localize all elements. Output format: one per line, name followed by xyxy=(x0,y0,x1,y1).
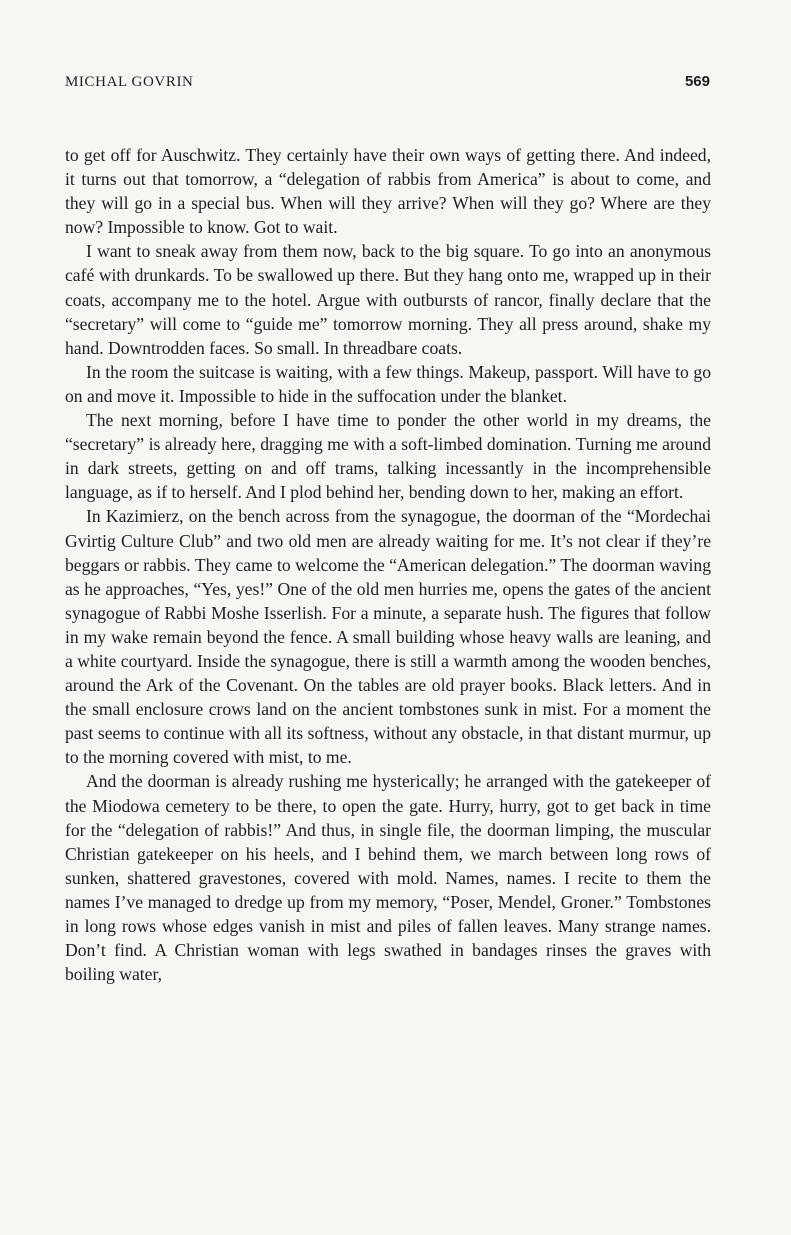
paragraph: In the room the suitcase is waiting, with a few things. Makeup, passport. Will have to go on and move it. Impossible to hide in the suffocation under the blanket. xyxy=(65,361,711,406)
paragraph: The next morning, before I have time to ponder the other world in my dreams, the “secretary” is already here, dragging me with a soft-limbed domination. Turning me around in dark streets, getting on and off trams, talking incessantly in the incomprehensible language, as if to herself. And I plod behind her, bending down to her, making an effort. xyxy=(65,410,711,503)
paragraph: In Kazimierz, on the bench across from the synagogue, the doorman of the “Mordechai Gvirtig Culture Club” and two old men are already waiting for me. It’s not clear if they’re beggars or rabbis. They came to welcome the “American delegation.” The doorman waving as he approaches, “Yes, yes!” One of the old men hurries me, opens the gates of the ancient synagogue of Rabbi Moshe Isserlish. For a minute, a separate hush. The figures that follow in my wake remain beyond the fence. A small building whose heavy walls are leaning, and a white courtyard. Inside the synagogue, there is still a warmth among the wooden benches, around the Ark of the Covenant. On the tables are old prayer books. Black letters. And in the small enclosure crows land on the ancient tombstones sunk in mist. For a moment the past seems to continue with all its softness, without any obstacle, in that distant murmur, up to the morning covered with mist, to me. xyxy=(65,506,711,768)
page-number: 569 xyxy=(684,73,710,90)
running-head xyxy=(65,74,710,98)
paragraph: And the doorman is already rushing me hysterically; he arranged with the gatekeeper of the Miodowa cemetery to be there, to open the gate. Hurry, hurry, got to get back in time for the “delegation of rabbis!” And thus, in single file, the doorman limping, the muscular Christian gatekeeper on his heels, and I behind them, we march between long rows of sunken, shattered gravestones, covered with mold. Names, names. I recite to them the names I’ve managed to dredge up from my memory, “Poser, Mendel, Groner.” Tombstones in long rows whose edges vanish in mist and piles of fallen leaves. Many strange names. Don’t find. A Christian woman with legs swathed in bandages rinses the graves with boiling water, xyxy=(65,771,711,985)
paragraph: I want to sneak away from them now, back to the big square. To go into an anonymous café with drunkards. To be swallowed up there. But they hang onto me, wrapped up in their coats, accompany me to the hotel. Argue with outbursts of rancor, finally declare that the “secretary” will come to “guide me” tomorrow morning. They all press around, shake my hand. Downtrodden faces. So small. In threadbare coats. xyxy=(65,241,711,358)
paragraph-continued: to get off for Auschwitz. They certainly have their own ways of getting there. And indeed, it turns out that tomorrow, a “delegation of rabbis from America” is about to come, and they will go in a special bus. When will they arrive? When will they go? Where are they now? Impossible to know. Got to wait. xyxy=(65,145,711,238)
body-text xyxy=(65,143,711,986)
author-name: MICHAL GOVRIN xyxy=(65,74,194,90)
